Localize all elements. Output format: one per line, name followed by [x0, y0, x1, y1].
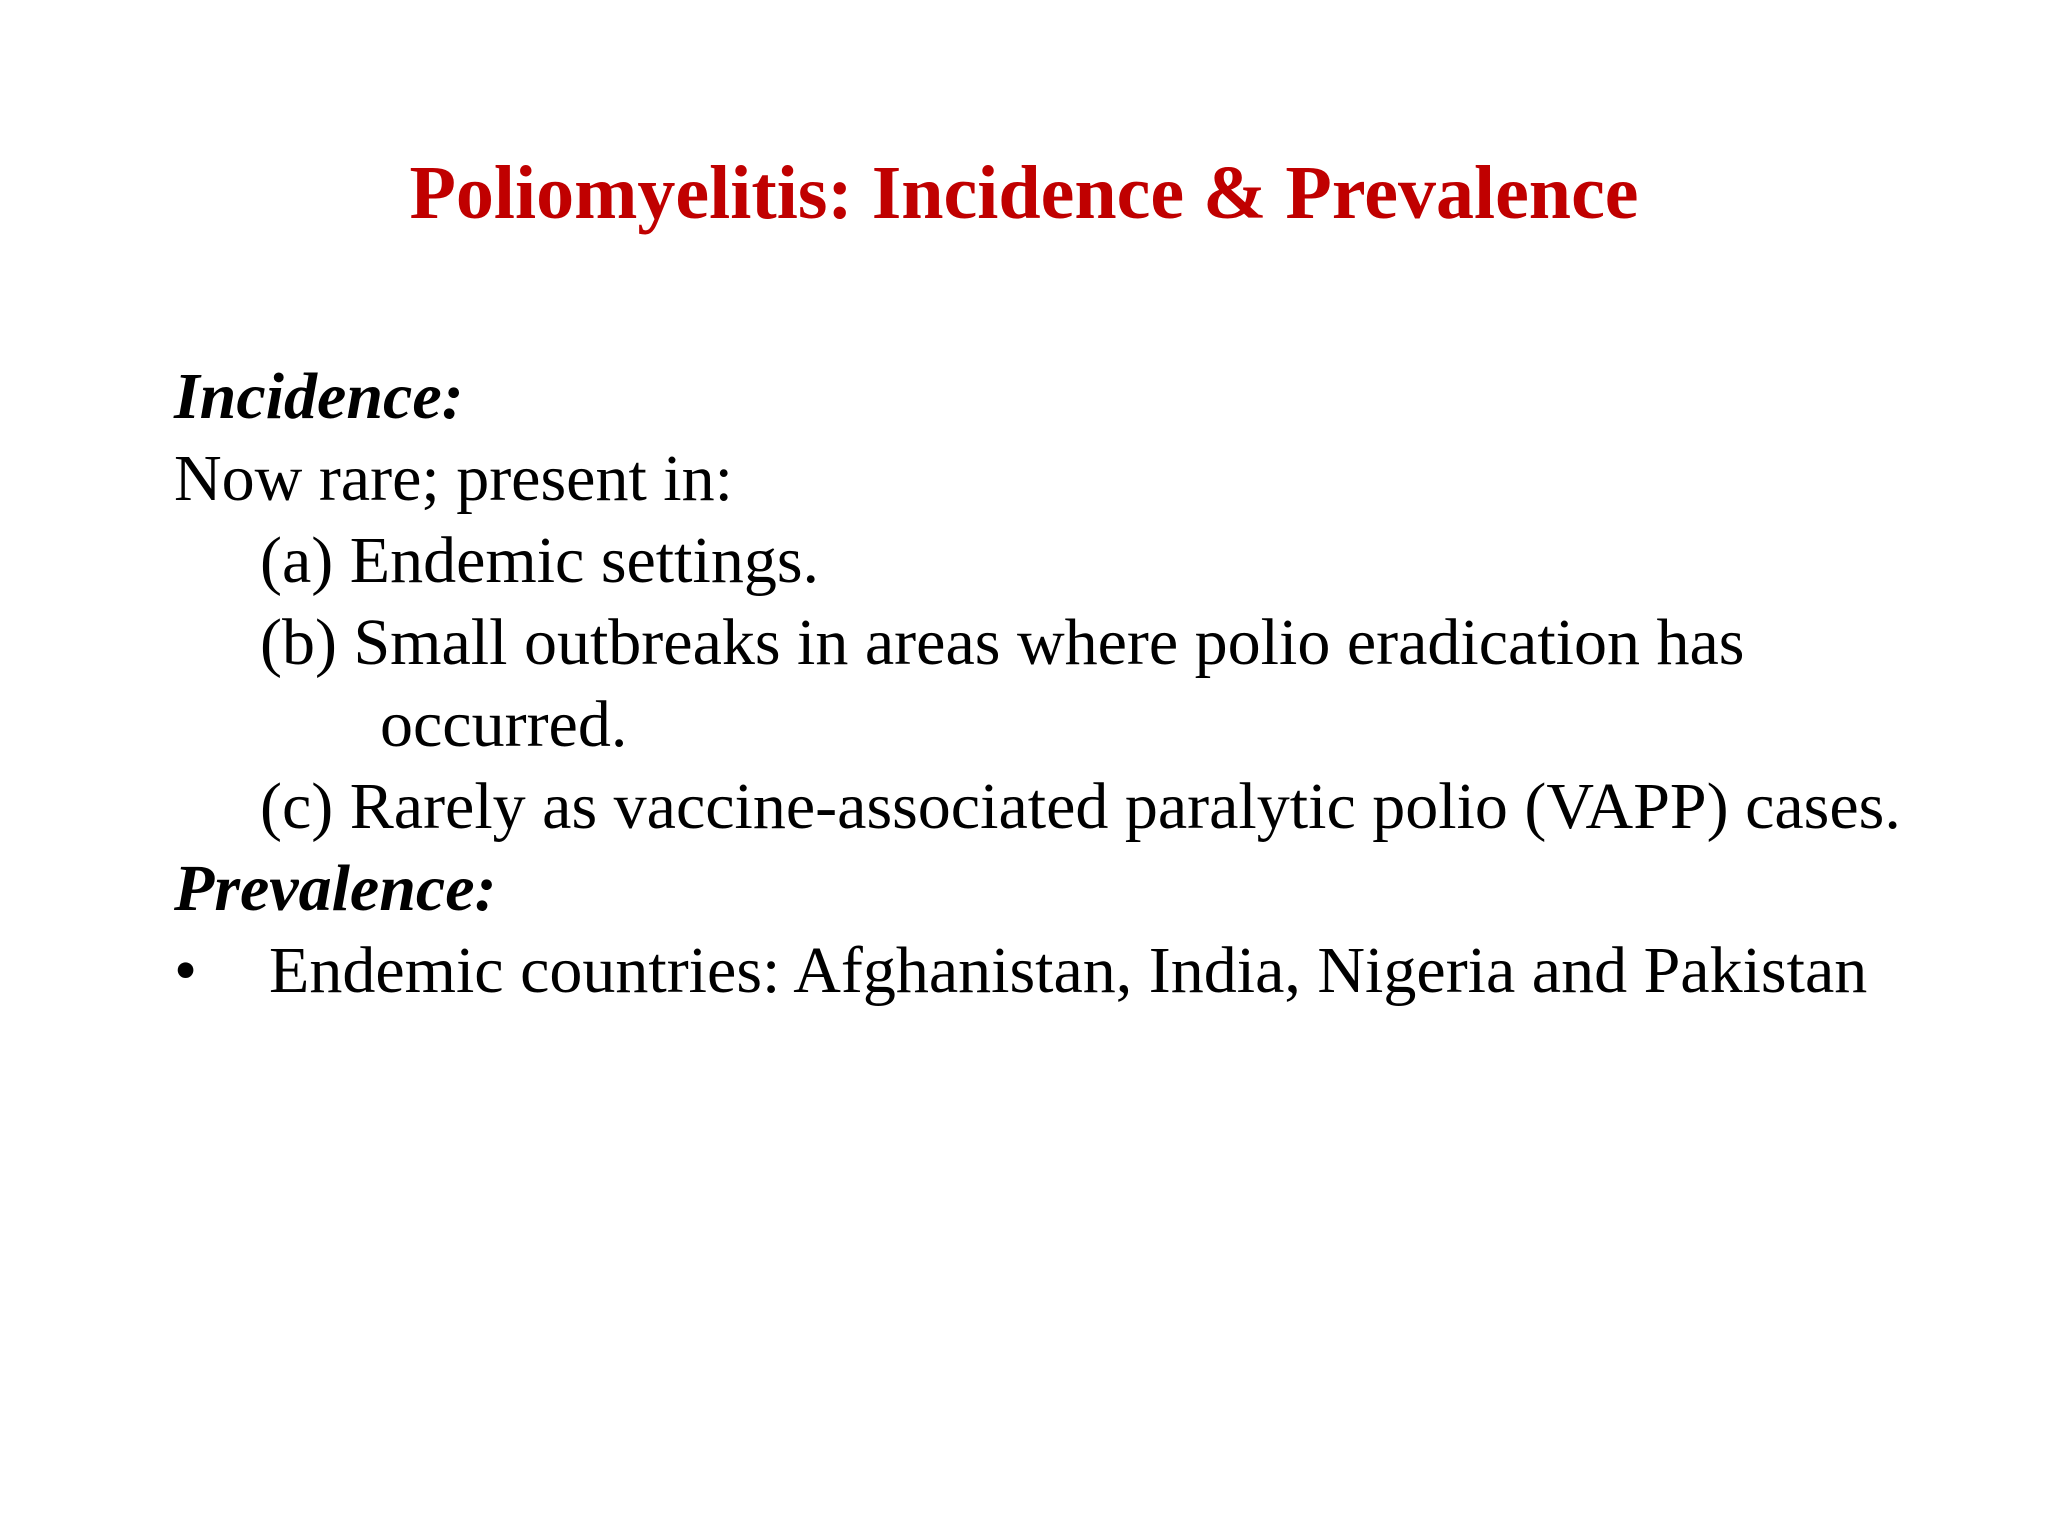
- incidence-heading: Incidence:: [174, 360, 464, 433]
- incidence-item-b: (b) Small outbreaks in areas where polio eradication has: [260, 606, 1745, 679]
- slide-title: Poliomyelitis: Incidence & Prevalence: [409, 151, 1639, 235]
- slide-body: [174, 356, 2014, 1012]
- bullet-icon: •: [174, 934, 198, 1007]
- prevalence-heading: Prevalence:: [174, 852, 497, 925]
- prevalence-item-text: Endemic countries: Afghanistan, India, Nigeria and Pakistan: [269, 934, 1868, 1007]
- prevalence-list-item: [174, 930, 2014, 1012]
- incidence-item-c: (c) Rarely as vaccine-associated paralytic polio (VAPP) cases.: [260, 770, 1901, 843]
- incidence-item-a: (a) Endemic settings.: [260, 524, 820, 597]
- incidence-intro: Now rare; present in:: [174, 442, 733, 515]
- incidence-item-b-continued: occurred.: [380, 688, 628, 761]
